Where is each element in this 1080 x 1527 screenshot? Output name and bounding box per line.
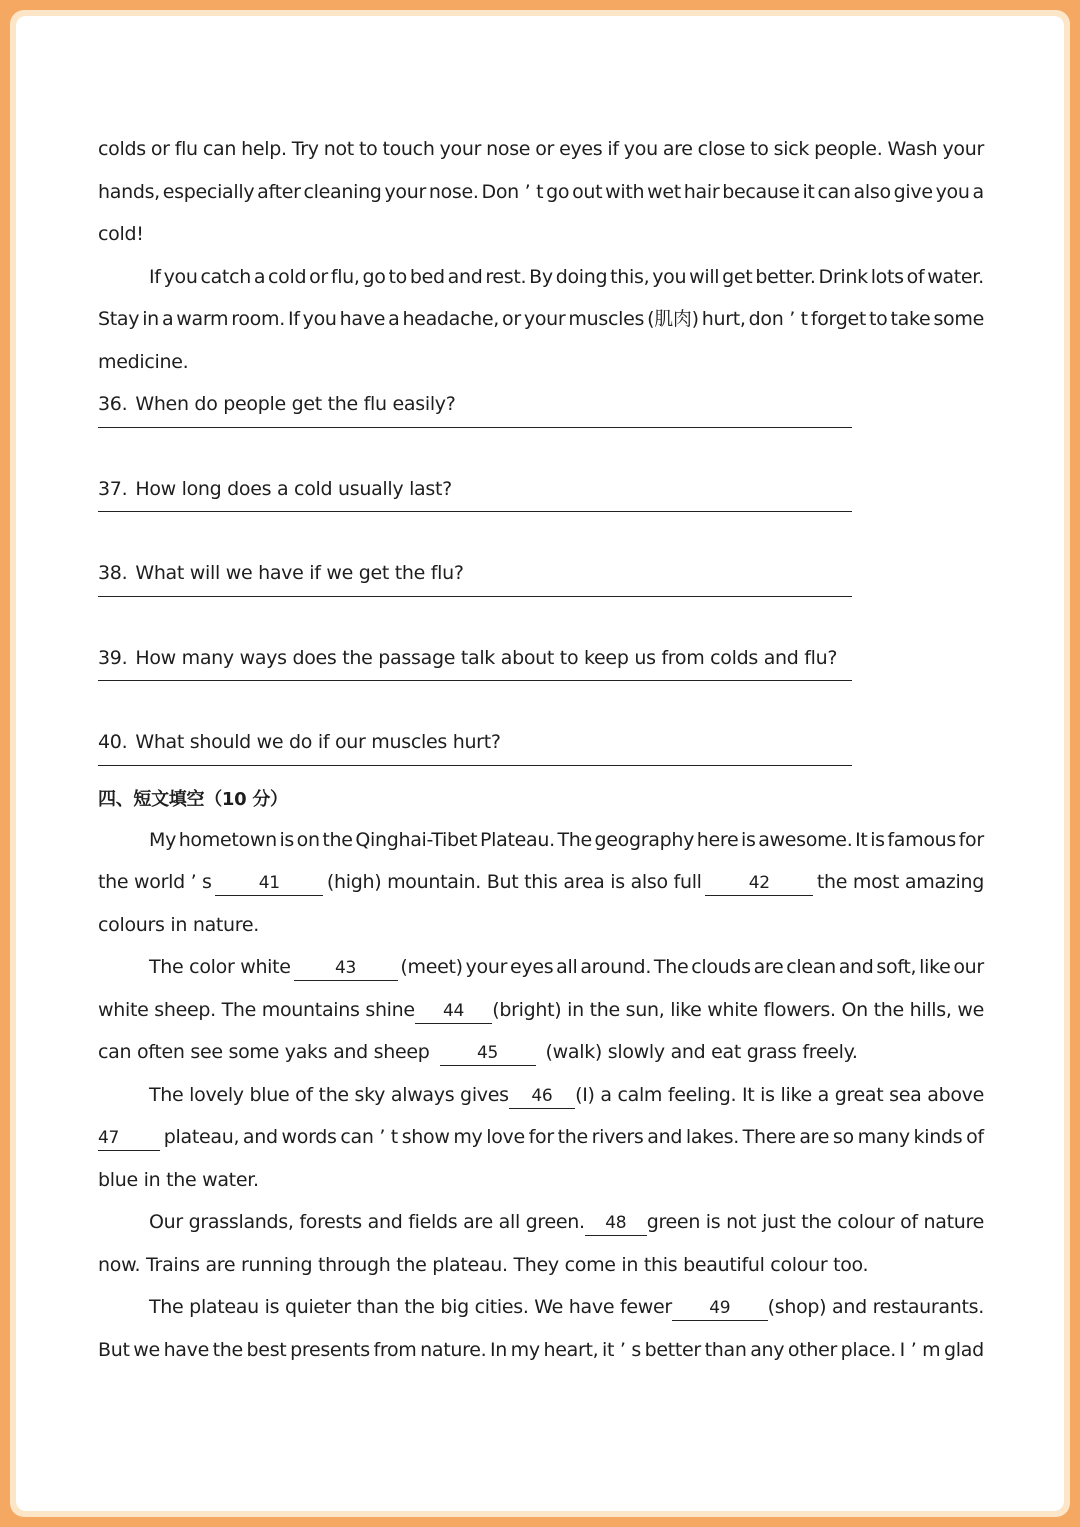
question-36: 36. When do people get the flu easily? (98, 393, 456, 415)
cloze-line-4: The color white 43 (meet) your eyes all around. The clouds are clean and soft, like our (98, 946, 984, 989)
word: your (465, 956, 508, 978)
word: to (869, 308, 888, 330)
word: a (253, 265, 266, 288)
word: any (750, 1338, 785, 1361)
word: people. (814, 138, 883, 160)
word: our (953, 956, 984, 978)
word: here (696, 828, 739, 851)
word: room. (231, 308, 285, 330)
passage-line-6: medicine. (98, 350, 189, 373)
passage-line-2 (98, 171, 984, 214)
word: this, (610, 265, 650, 288)
cloze-line-9: blue in the water. (98, 1168, 259, 1191)
word: (肌肉) (647, 308, 699, 330)
word: or (150, 138, 170, 160)
blank-48[interactable]: 48 (585, 1211, 647, 1236)
word: show (401, 1126, 450, 1148)
word: the (557, 1126, 588, 1148)
word: to (750, 138, 769, 160)
blank-44[interactable]: 44 (415, 999, 492, 1024)
answer-line-39[interactable] (98, 680, 852, 681)
word: rivers (591, 1126, 644, 1148)
word: Try (291, 138, 319, 160)
word: Stay (98, 308, 140, 330)
word: help. (241, 138, 287, 160)
word: catch (200, 265, 251, 288)
word: cleaning (303, 180, 382, 203)
word: are (662, 138, 693, 160)
cloze-line-1 (98, 819, 984, 862)
word: eyes (509, 956, 554, 978)
word: eyes (559, 138, 603, 160)
word: a (972, 180, 984, 203)
word: or (309, 265, 328, 288)
word: warm (176, 308, 229, 330)
blank-49[interactable]: 49 (672, 1296, 768, 1321)
word: give (893, 180, 933, 203)
word: nose. (428, 180, 479, 203)
word: you (652, 265, 687, 288)
word: Qinghai-Tibet (355, 828, 478, 851)
cloze-line-2: the world ’ s 41 (high) mountain. But this area is also full 42 the most amazing (98, 861, 984, 904)
word: cold (268, 265, 307, 288)
blank-45[interactable]: 45 (440, 1041, 536, 1066)
word: nature. (420, 1338, 487, 1361)
cloze-line-5: white sheep. The mountains shine 44 (bright) in the sun, like white flowers. On the hills, we (98, 989, 984, 1032)
word: of (966, 1126, 984, 1148)
cloze-line-8 (98, 1116, 984, 1159)
passage-line-5 (98, 298, 984, 341)
word: The (557, 828, 592, 851)
question-38: 38. What will we have if we get the flu? (98, 562, 464, 584)
word: doing (555, 265, 608, 288)
word: are (753, 956, 784, 978)
word: Drink (818, 265, 868, 288)
answer-line-36[interactable] (98, 427, 852, 428)
word: like (919, 956, 951, 978)
word: your (384, 180, 426, 203)
word: in (142, 308, 159, 330)
word: other (787, 1338, 838, 1361)
word: It (855, 828, 868, 851)
blank-43[interactable]: 43 (294, 956, 398, 981)
word: heart, (543, 1338, 599, 1361)
word: touch (382, 138, 435, 160)
word: your (523, 308, 566, 330)
cloze-line-12: The plateau is quieter than the big cities. We have fewer 49 (shop) and restaurants. (98, 1286, 984, 1329)
word: better (644, 1338, 701, 1361)
word: hurt, (701, 308, 746, 330)
word: also (853, 180, 891, 203)
word: awesome. (758, 828, 853, 851)
cloze-line-6: can often see some yaks and sheep 45 (walk) slowly and eat grass freely. (98, 1031, 984, 1074)
word: can ’ t (340, 1126, 398, 1148)
word: close (697, 138, 746, 160)
blank-41[interactable]: 41 (215, 871, 323, 896)
word: have (339, 308, 386, 330)
word: lakes. (685, 1126, 739, 1148)
word: hometown (178, 828, 277, 851)
word: can (202, 138, 237, 160)
answer-line-37[interactable] (98, 511, 852, 512)
word: especially (162, 180, 255, 203)
word: some (933, 308, 984, 330)
passage-line-1 (98, 128, 984, 171)
word: many (857, 1126, 910, 1148)
cloze-line-10: Our grasslands, forests and fields are all green. 48 green is not just the colour of nature (98, 1201, 984, 1244)
word: In (489, 1338, 508, 1361)
blank-47[interactable]: 47 (98, 1126, 160, 1151)
word: or (502, 308, 521, 330)
word: (meet) (400, 956, 463, 978)
word: get (722, 265, 753, 288)
word: water. (927, 265, 984, 288)
word: headache, (402, 308, 500, 330)
word: glad (944, 1338, 984, 1361)
word: to (358, 138, 378, 160)
word: If (287, 308, 300, 330)
document-content (98, 128, 984, 1371)
word: flu, (330, 265, 360, 288)
word: my (453, 1126, 483, 1148)
word: have (163, 1338, 209, 1361)
word: Don ’ t (481, 180, 544, 203)
word: a (388, 308, 400, 330)
word: By (529, 265, 553, 288)
word: wet (647, 180, 681, 203)
section-heading: 四、短文填空（10 分） (98, 788, 288, 810)
word: if (607, 138, 619, 160)
blank-42[interactable]: 42 (705, 871, 813, 896)
word: from (373, 1338, 417, 1361)
word: hands, (98, 180, 160, 203)
word: of (906, 265, 925, 288)
word: to (388, 265, 407, 288)
answer-line-38[interactable] (98, 596, 852, 597)
word: or (535, 138, 555, 160)
word: presents (290, 1338, 370, 1361)
cloze-line-7: The lovely blue of the sky always gives 46 (I) a calm feeling. It is like a great sea above (98, 1074, 984, 1117)
word: If (149, 265, 161, 288)
word: a (161, 308, 174, 330)
word: the (212, 1338, 243, 1361)
word: famous (887, 828, 957, 851)
word: There (742, 1126, 796, 1148)
word: words (281, 1126, 337, 1148)
word: my (510, 1338, 540, 1361)
word: on (296, 828, 320, 851)
word: nose (486, 138, 531, 160)
word: is (740, 828, 756, 851)
word: soft, (876, 956, 917, 978)
word: go (362, 265, 386, 288)
word: The (653, 956, 689, 978)
word: forget (810, 308, 867, 330)
word: kinds (913, 1126, 963, 1148)
word: love (486, 1126, 525, 1148)
word: Wash (887, 138, 938, 160)
word: I ’ m (899, 1338, 941, 1361)
word: is (870, 828, 885, 851)
word: and (647, 1126, 683, 1148)
word: with (605, 180, 645, 203)
word: and (242, 1126, 278, 1148)
word: plateau, (163, 1126, 240, 1148)
word: your (942, 138, 984, 160)
word: clouds (691, 956, 751, 978)
word: Plateau. (479, 828, 555, 851)
word: colds (98, 138, 146, 160)
word: after (257, 180, 301, 203)
word: are (799, 1126, 830, 1148)
question-40: 40. What should we do if our muscles hurt? (98, 731, 501, 753)
word: is (279, 828, 295, 851)
word: My (149, 828, 177, 851)
question-39: 39. How many ways does the passage talk about to keep us from colds and flu? (98, 646, 838, 669)
cloze-line-13 (98, 1329, 984, 1372)
word: than (704, 1338, 747, 1361)
question-37: 37. How long does a cold usually last? (98, 477, 452, 500)
word: can (817, 180, 851, 203)
word: we (133, 1338, 160, 1361)
word: you (935, 180, 970, 203)
word: it ’ s (602, 1338, 641, 1361)
word: because (722, 180, 800, 203)
word: go (546, 180, 570, 203)
word: take (890, 308, 931, 330)
word: best (246, 1338, 287, 1361)
word: you (623, 138, 658, 160)
word: don ’ t (748, 308, 808, 330)
word: But (98, 1338, 130, 1361)
word: you (163, 265, 198, 288)
word: flu (174, 138, 198, 160)
passage-line-4 (98, 256, 984, 299)
cloze-line-3: colours in nature. (98, 913, 260, 936)
word: the (322, 828, 353, 851)
word: lots (870, 265, 904, 288)
word: it (802, 180, 815, 203)
passage-line-3: cold! (98, 223, 144, 245)
word: will (689, 265, 720, 288)
word: you (302, 308, 337, 330)
word: around. (580, 956, 652, 978)
word: so (832, 1126, 854, 1148)
word: geography (594, 828, 695, 851)
word: and (838, 956, 874, 978)
word: muscles (568, 308, 645, 330)
word: bed (409, 265, 445, 288)
word: better. (755, 265, 816, 288)
word: hair (683, 180, 720, 203)
word: for (528, 1126, 554, 1148)
word: and (447, 265, 483, 288)
word: all (556, 956, 578, 978)
answer-line-40[interactable] (98, 765, 852, 766)
word: your (439, 138, 482, 160)
word: out (572, 180, 603, 203)
word: clean (786, 956, 836, 978)
word: for (958, 828, 984, 851)
blank-46[interactable]: 46 (509, 1084, 575, 1109)
word: place. (840, 1338, 897, 1361)
cloze-line-11: now. Trains are running through the plateau. They come in this beautiful colour too. (98, 1253, 869, 1276)
word: sick (773, 138, 810, 160)
word: not (323, 138, 354, 160)
word: rest. (485, 265, 527, 288)
